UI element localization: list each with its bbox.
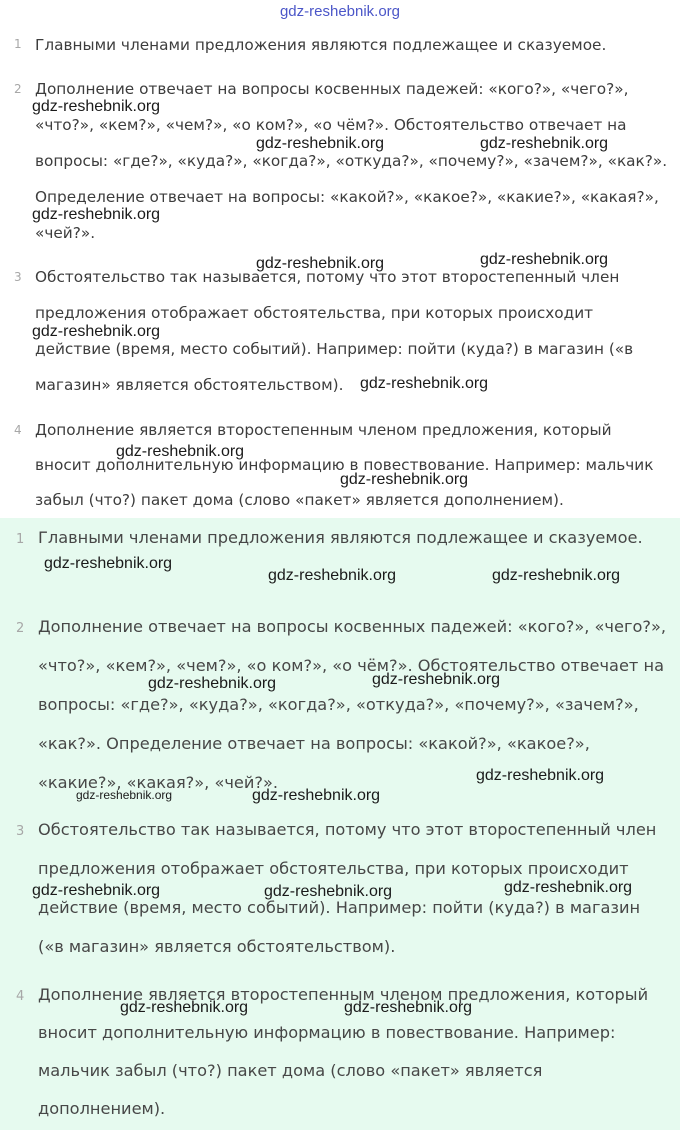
item-text: Главными членами предложения являются подлежащее и сказуемое. — [38, 528, 643, 547]
watermark: gdz-reshebnik.org — [360, 375, 489, 392]
item-number: 2 — [16, 621, 25, 636]
item-number: 4 — [16, 989, 25, 1004]
watermark: gdz-reshebnik.org — [76, 788, 173, 802]
item-text: Дополнение отвечает на вопросы косвенных падежей: «кого?», «чего?», «что?», «кем?», «чем?», «о ком?», «о чём?». Обстоятельство отвечает на вопросы: «где?», «куда?», «когда?», «откуда?», «почему?», «зачем?», «как?». Определение отвечает на вопросы: «какой?», «какое?», «какие?», «какая?», «чей?». — [35, 80, 668, 242]
watermark: gdz-reshebnik.org — [32, 882, 161, 899]
watermark: gdz-reshebnik.org — [268, 567, 397, 584]
item-text: Обстоятельство так называется, потому что этот второстепенный член предложения отображает обстоятельства, при которых происходит действие (время, место событий). Например: пойти (куда?) в магазин («в магазин» является обстоятельством). — [38, 820, 657, 956]
watermark: gdz-reshebnik.org — [480, 135, 609, 152]
watermark: gdz-reshebnik.org — [148, 675, 277, 692]
watermark: gdz-reshebnik.org — [256, 255, 385, 272]
site-header — [0, 0, 680, 24]
watermark: gdz-reshebnik.org — [116, 443, 245, 460]
watermark: gdz-reshebnik.org — [492, 567, 621, 584]
watermark: gdz-reshebnik.org — [344, 999, 473, 1016]
item-text: Обстоятельство так называется, потому что этот второстепенный член предложения отображает обстоятельства, при которых происходит действие (время, место событий). Например: пойти (куда?) в магазин («в магазин» является обстоятельством). — [35, 268, 634, 394]
watermark: gdz-reshebnik.org — [340, 471, 469, 488]
watermark: gdz-reshebnik.org — [480, 251, 609, 268]
watermark: gdz-reshebnik.org — [32, 206, 161, 223]
watermark: gdz-reshebnik.org — [32, 323, 161, 340]
watermark: gdz-reshebnik.org — [32, 98, 161, 115]
watermark: gdz-reshebnik.org — [504, 879, 633, 896]
item-number: 4 — [14, 423, 22, 437]
site-link[interactable]: gdz-reshebnik.org — [279, 3, 401, 20]
item-number: 3 — [14, 270, 22, 284]
watermark: gdz-reshebnik.org — [264, 883, 393, 900]
item-number: 1 — [16, 532, 25, 547]
watermark: gdz-reshebnik.org — [476, 767, 605, 784]
item-text: Дополнение является второстепенным членом предложения, который вносит дополнительную информацию в повествование. Например: мальчик забыл (что?) пакет дома (слово «пакет» является дополнением). — [35, 421, 654, 509]
watermark: gdz-reshebnik.org — [120, 999, 249, 1016]
item-text: Дополнение является второстепенным членом предложения, который вносит дополнительную информацию в повествование. Например: мальчик забыл (что?) пакет дома (слово «пакет» является дополнением). — [38, 985, 649, 1118]
item-number: 2 — [14, 82, 22, 96]
watermark: gdz-reshebnik.org — [372, 671, 501, 688]
item-number: 1 — [14, 37, 22, 51]
item-text: Главными членами предложения являются подлежащее и сказуемое. — [35, 36, 607, 54]
item-number: 3 — [16, 824, 25, 839]
item-text: Дополнение отвечает на вопросы косвенных падежей: «кого?», «чего?», «что?», «кем?», «чем?», «о ком?», «о чём?». Обстоятельство отвечает на вопросы: «где?», «куда?», «когда?», «откуда?», «почему?», «зачем?», «как?». Определение отвечает на вопросы: «какой?», «какое?», «какие?», «какая?», «чей?». — [38, 617, 666, 792]
watermark: gdz-reshebnik.org — [252, 787, 381, 804]
watermark: gdz-reshebnik.org — [44, 555, 173, 572]
watermark: gdz-reshebnik.org — [256, 135, 385, 152]
answer-section-2 — [0, 518, 680, 1130]
